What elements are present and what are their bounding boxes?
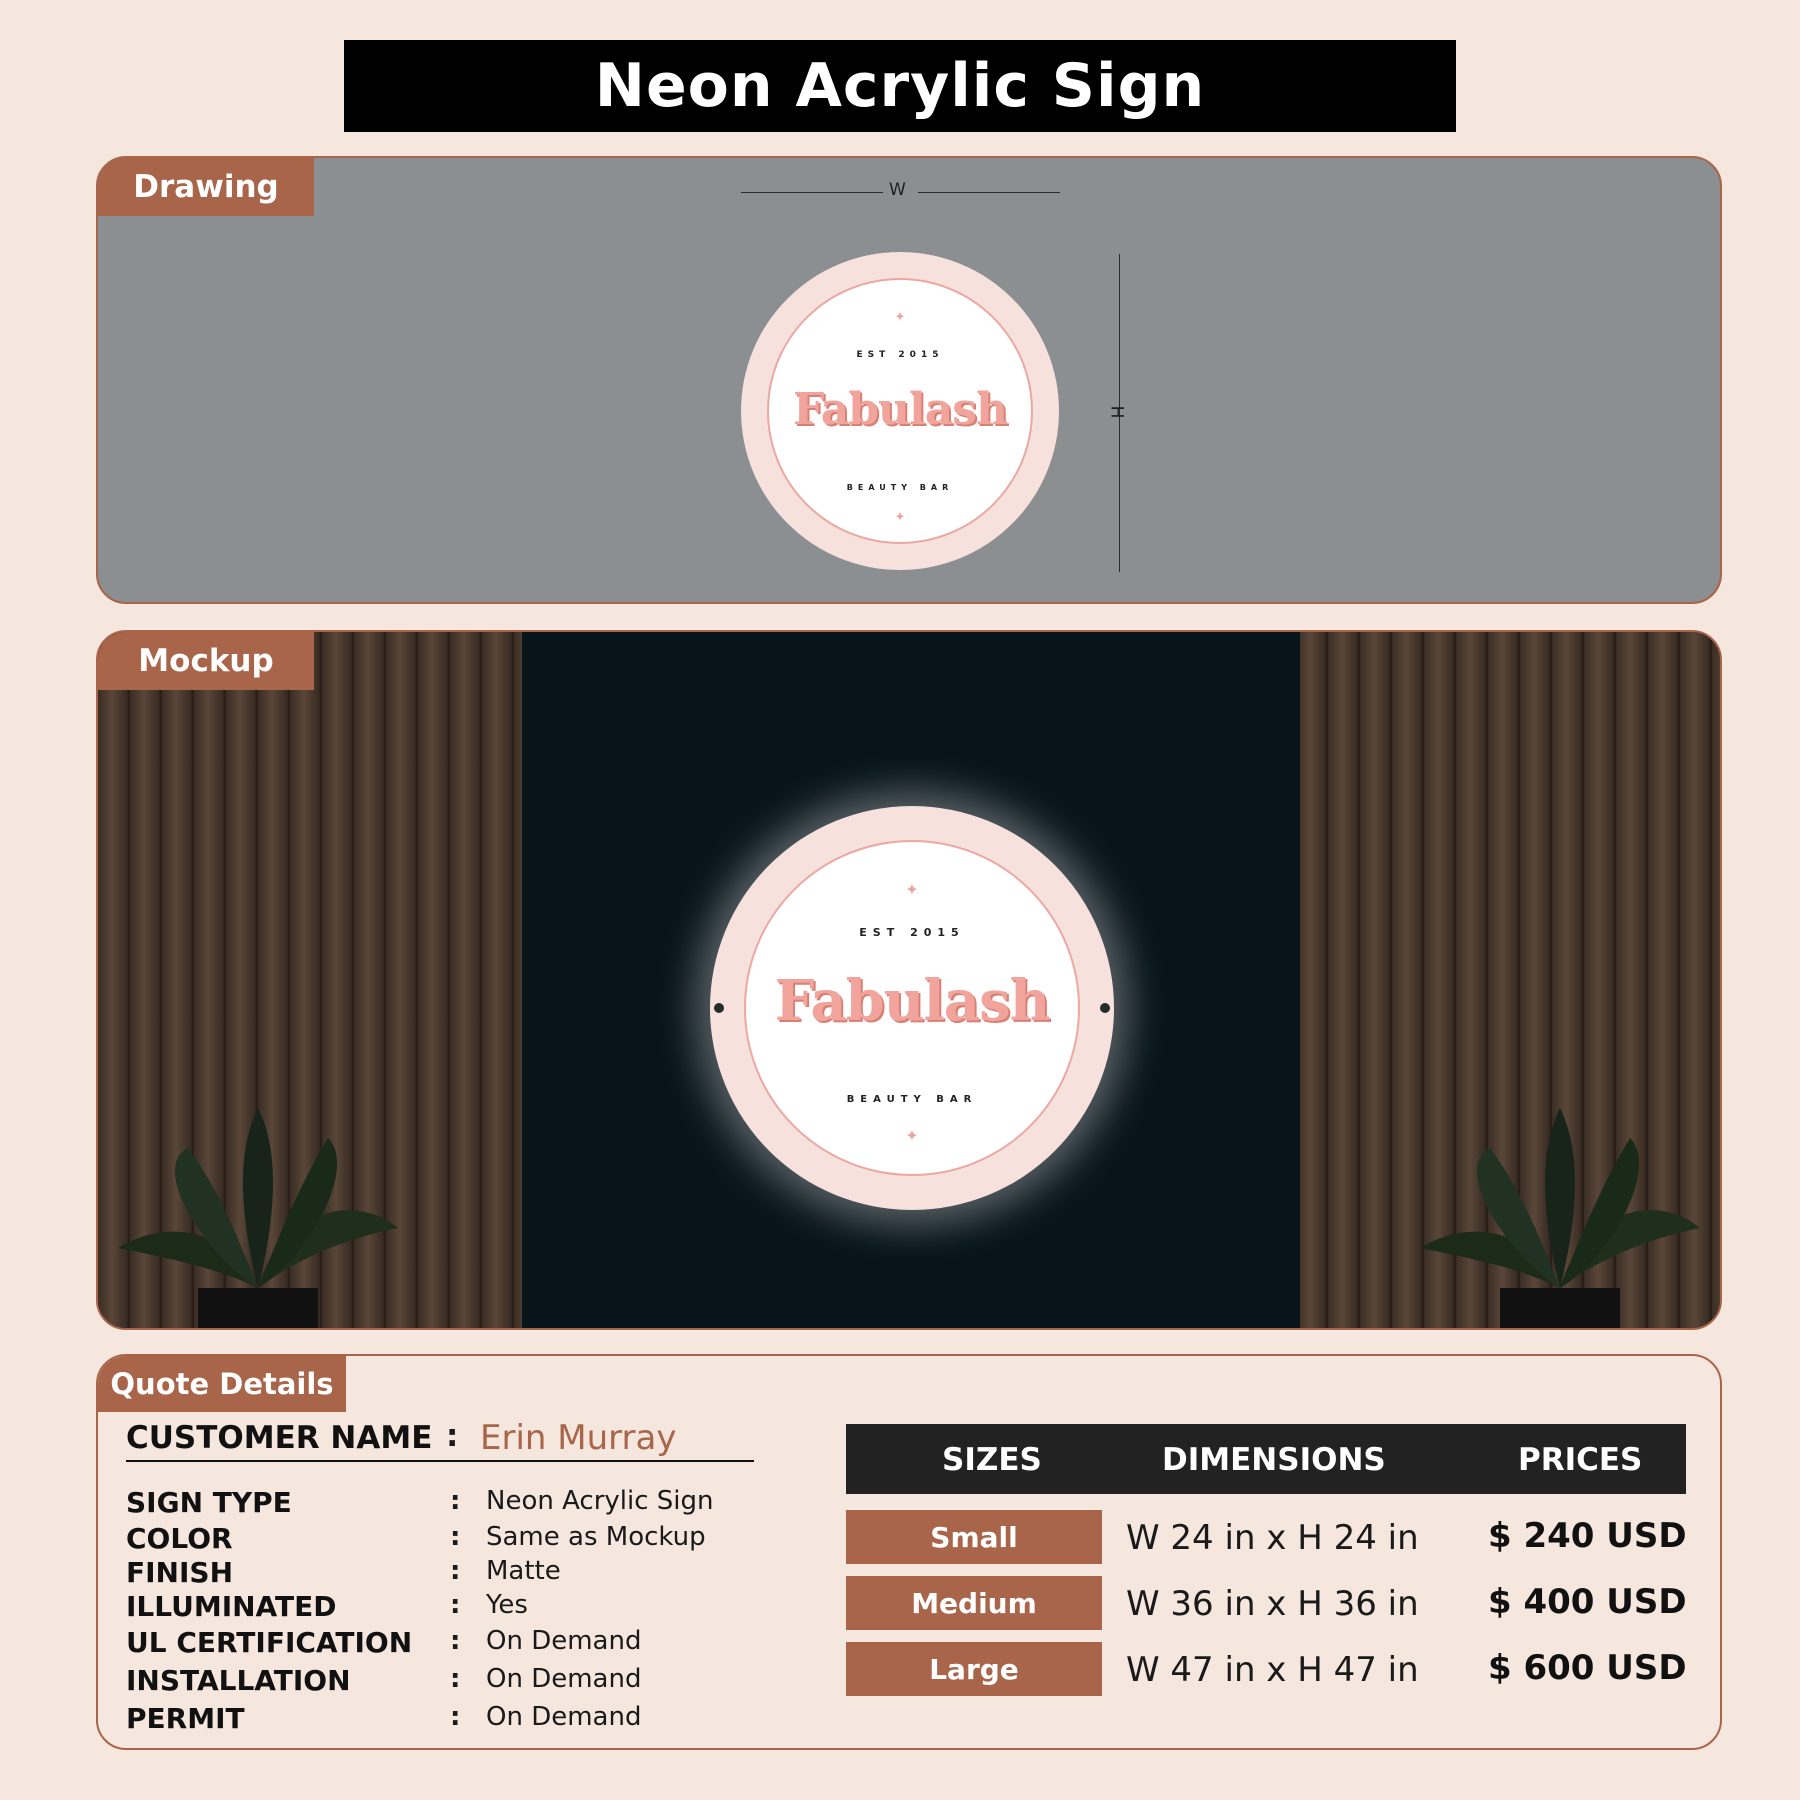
spec-row-installation [126, 1664, 746, 1698]
plant-right-icon [1410, 1108, 1710, 1328]
width-dimension-line-left [741, 192, 883, 193]
spec-value: On Demand [486, 1626, 642, 1656]
sign-brand-name: Fabulash [774, 968, 1050, 1034]
price-row-large [846, 1642, 1686, 1696]
spec-colon: : [450, 1522, 461, 1552]
customer-name-colon: : [446, 1418, 459, 1454]
spec-value: Same as Mockup [486, 1522, 706, 1552]
customer-name-value: Erin Murray [480, 1418, 677, 1458]
price-table-header [846, 1424, 1686, 1494]
spec-colon: : [450, 1702, 461, 1732]
spec-colon: : [450, 1664, 461, 1694]
quote-details-tab: Quote Details [98, 1356, 346, 1412]
sign-est-text: EST 2015 [856, 350, 944, 360]
mockup-tab: Mockup [98, 632, 314, 690]
spec-label: FINISH [126, 1556, 233, 1589]
header-prices: PRICES [1518, 1442, 1643, 1478]
size-badge: Large [846, 1642, 1102, 1696]
spec-label: ILLUMINATED [126, 1590, 337, 1623]
spec-row-finish [126, 1556, 746, 1590]
price-row-medium [846, 1576, 1686, 1630]
width-dimension-label: W [889, 180, 906, 200]
customer-name-label: CUSTOMER NAME [126, 1420, 433, 1456]
sign-subtitle: BEAUTY BAR [846, 1094, 978, 1105]
spec-colon: : [450, 1590, 461, 1620]
sign-subtitle: BEAUTY BAR [846, 483, 954, 492]
spec-value: On Demand [486, 1664, 642, 1694]
spec-label: COLOR [126, 1522, 233, 1555]
spec-colon: : [450, 1626, 461, 1656]
sign-est-text: EST 2015 [859, 926, 965, 939]
spec-value: Yes [486, 1590, 528, 1620]
sparkle-icon: ✦ [905, 880, 919, 899]
size-badge: Small [846, 1510, 1102, 1564]
spec-value: On Demand [486, 1702, 642, 1732]
spec-value: Matte [486, 1556, 561, 1586]
dimensions-value: W 47 in x H 47 in [1126, 1650, 1419, 1690]
spec-label: UL CERTIFICATION [126, 1626, 413, 1659]
sparkle-icon: ✦ [894, 310, 906, 325]
header-dimensions: DIMENSIONS [1162, 1442, 1386, 1478]
height-dimension-label: H [1106, 405, 1127, 419]
sparkle-icon: ✦ [905, 1126, 919, 1145]
spec-colon: : [450, 1556, 461, 1586]
header-sizes: SIZES [942, 1442, 1042, 1478]
size-badge: Medium [846, 1576, 1102, 1630]
spec-row-ul-certification [126, 1626, 746, 1660]
width-dimension-line-right [918, 192, 1060, 193]
spec-label: PERMIT [126, 1702, 245, 1735]
quote-details-panel [96, 1354, 1722, 1750]
spec-row-permit [126, 1702, 746, 1736]
spec-label: SIGN TYPE [126, 1486, 292, 1519]
customer-name-underline [126, 1460, 754, 1462]
spec-row-color [126, 1522, 746, 1556]
spec-row-sign-type [126, 1486, 746, 1520]
spec-value: Neon Acrylic Sign [486, 1486, 714, 1516]
page-title: Neon Acrylic Sign [344, 40, 1456, 132]
price-row-small [846, 1510, 1686, 1564]
drawing-sign-face [767, 278, 1033, 544]
price-value: $ 400 USD [1488, 1582, 1687, 1622]
plant-left-icon [108, 1108, 408, 1328]
spec-label: INSTALLATION [126, 1664, 351, 1697]
price-value: $ 600 USD [1488, 1648, 1687, 1688]
dimensions-value: W 24 in x H 24 in [1126, 1518, 1419, 1558]
drawing-tab: Drawing [98, 158, 314, 216]
sign-brand-name: Fabulash [792, 384, 1008, 435]
spec-row-illuminated [126, 1590, 746, 1624]
drawing-sign [741, 252, 1059, 570]
drawing-panel [96, 156, 1722, 604]
sparkle-icon: ✦ [894, 510, 906, 525]
mockup-sign-face [744, 840, 1080, 1176]
spec-colon: : [450, 1486, 461, 1516]
mockup-panel [96, 630, 1722, 1330]
standoff-screw-left [714, 1003, 724, 1013]
standoff-screw-right [1100, 1003, 1110, 1013]
price-value: $ 240 USD [1488, 1516, 1687, 1556]
dimensions-value: W 36 in x H 36 in [1126, 1584, 1419, 1624]
mockup-sign [710, 806, 1114, 1210]
